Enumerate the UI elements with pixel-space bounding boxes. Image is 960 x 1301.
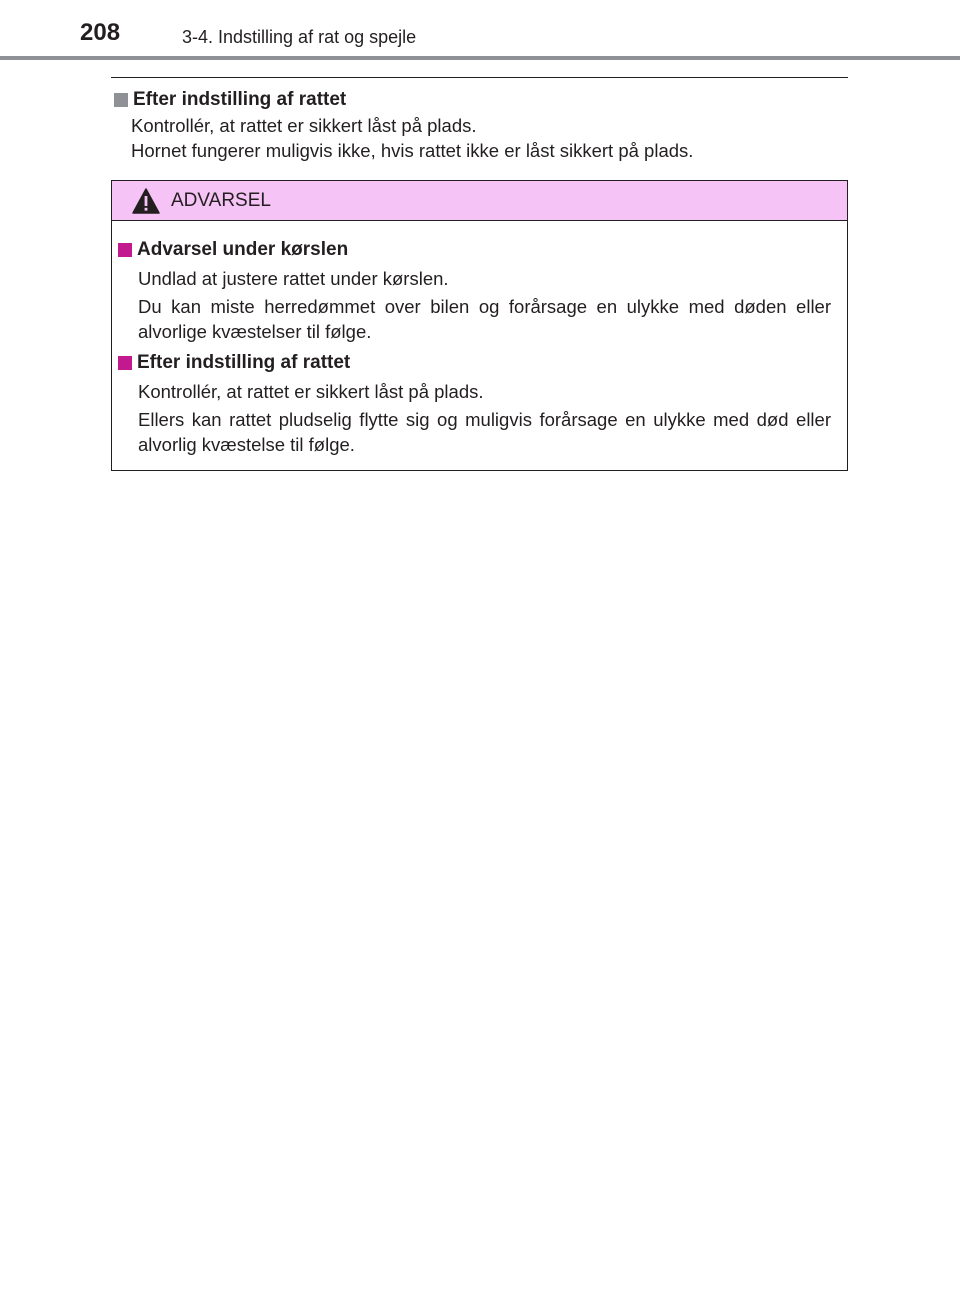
- section-title: 3-4. Indstilling af rat og spejle: [182, 27, 417, 47]
- intro-heading: [111, 87, 848, 113]
- warning-item-line: Du kan miste herredømmet over bilen og forårsage en ulykke med døden eller alvorlige kvæstelser til følge.: [138, 296, 831, 342]
- intro-section: [111, 87, 848, 163]
- square-bullet-icon: [118, 356, 132, 370]
- section-divider: [111, 77, 848, 78]
- warning-item-heading: [115, 237, 831, 263]
- square-bullet-icon: [118, 243, 132, 257]
- warning-item-line: Undlad at justere rattet under kørslen.: [138, 268, 449, 289]
- warning-item-heading-text: Advarsel under kørslen: [137, 239, 349, 260]
- warning-body: [112, 221, 847, 457]
- warning-triangle-icon: [132, 188, 160, 214]
- header-rule: [0, 56, 960, 60]
- warning-box: [111, 180, 848, 471]
- warning-item: [115, 350, 831, 457]
- warning-item-heading: [115, 350, 831, 376]
- warning-item: [115, 237, 831, 344]
- intro-line: Hornet fungerer muligvis ikke, hvis rattet ikke er låst sikkert på plads.: [131, 140, 694, 161]
- warning-item-line: Ellers kan rattet pludselig flytte sig og muligvis forårsage en ulykke med død eller alvorlig kvæstelse til følge.: [138, 409, 831, 455]
- intro-line: Kontrollér, at rattet er sikkert låst på plads.: [131, 115, 477, 136]
- page-header: [0, 0, 960, 62]
- warning-header: [112, 181, 847, 221]
- warning-item-line: Kontrollér, at rattet er sikkert låst på plads.: [138, 381, 484, 402]
- warning-label: ADVARSEL: [171, 190, 271, 211]
- page-number: 208: [80, 19, 121, 46]
- square-bullet-icon: [114, 93, 128, 107]
- intro-heading-text: Efter indstilling af rattet: [133, 89, 347, 110]
- warning-item-heading-text: Efter indstilling af rattet: [137, 352, 351, 373]
